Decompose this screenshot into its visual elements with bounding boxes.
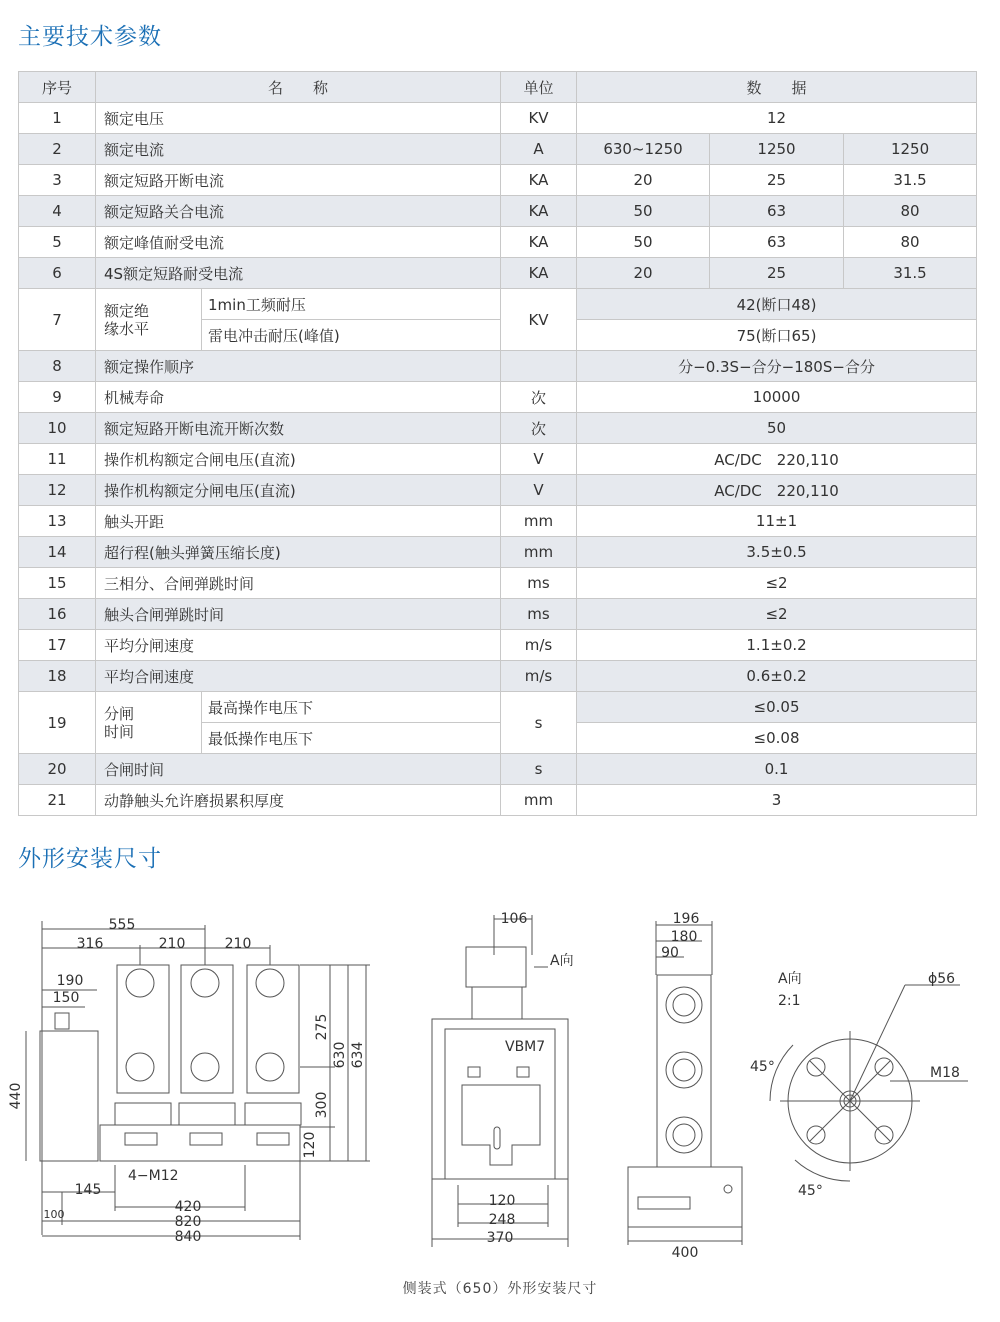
row-name: 操作机构额定合闸电压(直流) xyxy=(96,444,501,475)
row-unit: s xyxy=(501,754,577,785)
dim-840: 840 xyxy=(174,1229,202,1245)
row-unit: m/s xyxy=(501,661,577,692)
row-value: 80 xyxy=(844,196,977,227)
dim-420: 420 xyxy=(174,1199,202,1215)
back-view xyxy=(628,921,742,1245)
dim-210a: 210 xyxy=(158,936,186,952)
table-row xyxy=(19,227,977,258)
table-row xyxy=(19,506,977,537)
row-no: 12 xyxy=(19,475,96,506)
row-value: 25 xyxy=(710,258,844,289)
row-unit: m/s xyxy=(501,630,577,661)
table-row xyxy=(19,692,977,723)
row-value: 20 xyxy=(577,165,710,196)
dim-820: 820 xyxy=(174,1214,202,1230)
row-value: 1.1±0.2 xyxy=(577,630,977,661)
table-row xyxy=(19,413,977,444)
row-sub: 1min工频耐压 xyxy=(202,289,501,320)
table-row xyxy=(19,382,977,413)
detail-aview: A向 xyxy=(778,971,802,987)
row-name: 额定电流 xyxy=(96,134,501,165)
row-no: 10 xyxy=(19,413,96,444)
row-sub: 最低操作电压下 xyxy=(202,723,501,754)
row-value: 75(断口65) xyxy=(577,320,977,351)
dim-190: 190 xyxy=(56,973,84,989)
row-name: 额定绝 缘水平 xyxy=(96,289,202,351)
row-name: 额定电压 xyxy=(96,103,501,134)
table-row xyxy=(19,72,977,103)
row-value: 50 xyxy=(577,227,710,258)
row-name: 触头合闸弹跳时间 xyxy=(96,599,501,630)
row-sub: 雷电冲击耐压(峰值) xyxy=(202,320,501,351)
row-no: 11 xyxy=(19,444,96,475)
dim-300: 300 xyxy=(314,1091,330,1119)
table-row xyxy=(19,661,977,692)
row-name: 额定短路开断电流 xyxy=(96,165,501,196)
row-name: 机械寿命 xyxy=(96,382,501,413)
dim-145: 145 xyxy=(74,1182,102,1198)
row-no: 1 xyxy=(19,103,96,134)
row-value: 42(断口48) xyxy=(577,289,977,320)
table-row xyxy=(19,196,977,227)
row-unit: KV xyxy=(501,289,577,351)
row-value: AC/DC 220,110 xyxy=(577,444,977,475)
detail-phi: ϕ56 xyxy=(928,971,956,987)
row-name: 额定短路关合电流 xyxy=(96,196,501,227)
row-unit: KA xyxy=(501,227,577,258)
table-row xyxy=(19,134,977,165)
detail-view xyxy=(770,985,968,1181)
dim-248: 248 xyxy=(488,1212,516,1228)
row-value: 11±1 xyxy=(577,506,977,537)
row-value: ≤2 xyxy=(577,599,977,630)
dim-370: 370 xyxy=(486,1230,514,1246)
detail-45b: 45° xyxy=(798,1183,823,1199)
dim-316: 316 xyxy=(76,936,104,952)
side-aview: A向 xyxy=(550,953,574,969)
row-value: 1250 xyxy=(710,134,844,165)
row-no: 17 xyxy=(19,630,96,661)
dim-210b: 210 xyxy=(224,936,252,952)
header-data: 数 据 xyxy=(577,72,977,103)
dim-120-front: 120 xyxy=(302,1131,318,1159)
row-value: 31.5 xyxy=(844,258,977,289)
table-row xyxy=(19,351,977,382)
dims-title: 外形安装尺寸 xyxy=(18,846,162,872)
row-no: 7 xyxy=(19,289,96,351)
header-no: 序号 xyxy=(19,72,96,103)
row-unit xyxy=(501,351,577,382)
table-row xyxy=(19,258,977,289)
row-value: 20 xyxy=(577,258,710,289)
row-value: 12 xyxy=(577,103,977,134)
row-unit: KA xyxy=(501,196,577,227)
side-model: VBM7 xyxy=(505,1039,546,1055)
detail-45a: 45° xyxy=(750,1059,775,1075)
row-sub: 最高操作电压下 xyxy=(202,692,501,723)
row-unit: mm xyxy=(501,785,577,816)
dim-555: 555 xyxy=(108,917,136,933)
row-value: ≤0.08 xyxy=(577,723,977,754)
row-name: 分闸 时间 xyxy=(96,692,202,754)
row-value: 3.5±0.5 xyxy=(577,537,977,568)
row-unit: s xyxy=(501,692,577,754)
row-value: 0.1 xyxy=(577,754,977,785)
dim-400: 400 xyxy=(671,1245,699,1261)
table-row xyxy=(19,444,977,475)
dim-150: 150 xyxy=(52,990,80,1006)
row-no: 14 xyxy=(19,537,96,568)
row-name: 额定操作顺序 xyxy=(96,351,501,382)
row-value: 分−0.3S−合分−180S−合分 xyxy=(577,351,977,382)
table-row xyxy=(19,289,977,320)
row-no: 4 xyxy=(19,196,96,227)
row-name: 动静触头允许磨损累积厚度 xyxy=(96,785,501,816)
row-unit: V xyxy=(501,475,577,506)
row-no: 19 xyxy=(19,692,96,754)
detail-m18: M18 xyxy=(930,1065,960,1081)
row-unit: V xyxy=(501,444,577,475)
row-no: 6 xyxy=(19,258,96,289)
row-name: 4S额定短路耐受电流 xyxy=(96,258,501,289)
row-no: 18 xyxy=(19,661,96,692)
table-row xyxy=(19,630,977,661)
row-no: 2 xyxy=(19,134,96,165)
header-name: 名 称 xyxy=(96,72,501,103)
row-unit: KA xyxy=(501,258,577,289)
row-no: 16 xyxy=(19,599,96,630)
row-value: 50 xyxy=(577,413,977,444)
row-name: 平均分闸速度 xyxy=(96,630,501,661)
row-no: 5 xyxy=(19,227,96,258)
row-no: 21 xyxy=(19,785,96,816)
table-row xyxy=(19,599,977,630)
row-name: 额定峰值耐受电流 xyxy=(96,227,501,258)
dim-440: 440 xyxy=(8,1082,24,1110)
row-name: 额定短路开断电流开断次数 xyxy=(96,413,501,444)
row-name: 操作机构额定分闸电压(直流) xyxy=(96,475,501,506)
row-value: 0.6±0.2 xyxy=(577,661,977,692)
row-value: 1250 xyxy=(844,134,977,165)
detail-scale: 2:1 xyxy=(778,993,801,1009)
table-row xyxy=(19,537,977,568)
row-no: 13 xyxy=(19,506,96,537)
row-value: 3 xyxy=(577,785,977,816)
row-unit: A xyxy=(501,134,577,165)
row-value: ≤0.05 xyxy=(577,692,977,723)
dim-90: 90 xyxy=(661,945,679,961)
row-value: 50 xyxy=(577,196,710,227)
row-value: 63 xyxy=(710,196,844,227)
row-no: 9 xyxy=(19,382,96,413)
row-value: 80 xyxy=(844,227,977,258)
header-unit: 单位 xyxy=(501,72,577,103)
row-value: 630~1250 xyxy=(577,134,710,165)
row-name: 超行程(触头弹簧压缩长度) xyxy=(96,537,501,568)
dim-180: 180 xyxy=(670,929,698,945)
table-row xyxy=(19,475,977,506)
dim-196: 196 xyxy=(672,911,700,927)
row-value: AC/DC 220,110 xyxy=(577,475,977,506)
row-unit: KA xyxy=(501,165,577,196)
row-value: 10000 xyxy=(577,382,977,413)
dim-630: 630 xyxy=(332,1041,348,1069)
dim-4m12: 4−M12 xyxy=(128,1168,179,1184)
params-title: 主要技术参数 xyxy=(18,24,162,50)
row-unit: ms xyxy=(501,599,577,630)
dim-100: 100 xyxy=(43,1208,65,1221)
table-row xyxy=(19,103,977,134)
row-unit: KV xyxy=(501,103,577,134)
row-name: 触头开距 xyxy=(96,506,501,537)
table-row xyxy=(19,568,977,599)
row-no: 20 xyxy=(19,754,96,785)
row-unit: mm xyxy=(501,506,577,537)
dim-634: 634 xyxy=(350,1041,366,1069)
row-name: 合闸时间 xyxy=(96,754,501,785)
row-no: 3 xyxy=(19,165,96,196)
table-row xyxy=(19,785,977,816)
row-value: ≤2 xyxy=(577,568,977,599)
row-no: 8 xyxy=(19,351,96,382)
row-name: 平均合闸速度 xyxy=(96,661,501,692)
row-no: 15 xyxy=(19,568,96,599)
drawing-caption: 侧装式（650）外形安装尺寸 xyxy=(402,1281,598,1297)
dimension-drawing xyxy=(0,895,1000,1265)
dim-275: 275 xyxy=(314,1013,330,1041)
row-value: 31.5 xyxy=(844,165,977,196)
row-unit: ms xyxy=(501,568,577,599)
row-value: 25 xyxy=(710,165,844,196)
spec-table xyxy=(18,71,977,816)
row-unit: 次 xyxy=(501,413,577,444)
dim-106: 106 xyxy=(500,911,528,927)
row-name: 三相分、合闸弹跳时间 xyxy=(96,568,501,599)
table-row xyxy=(19,165,977,196)
dim-120-side: 120 xyxy=(488,1193,516,1209)
row-unit: mm xyxy=(501,537,577,568)
row-value: 63 xyxy=(710,227,844,258)
table-row xyxy=(19,754,977,785)
row-unit: 次 xyxy=(501,382,577,413)
